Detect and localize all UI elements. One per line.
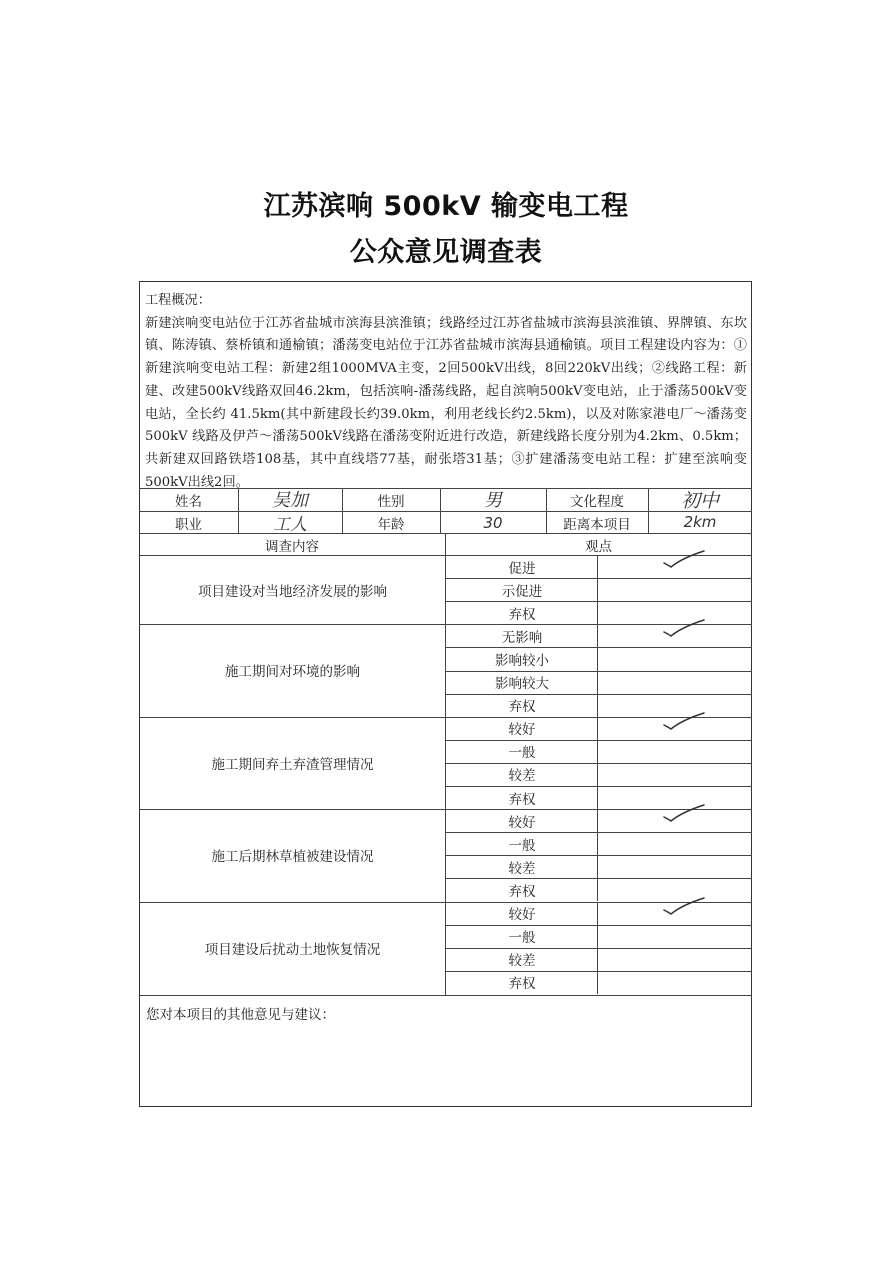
question-label: 项目建设后扰动土地恢复情况 xyxy=(204,941,381,958)
occupation-value: 工人 xyxy=(273,514,307,535)
header-content: 调查内容 xyxy=(265,538,319,555)
option-label: 弃权 xyxy=(508,883,536,900)
education-label: 文化程度 xyxy=(570,494,624,510)
question-label: 施工后期林草植被建设情况 xyxy=(211,849,374,866)
name-label: 姓名 xyxy=(175,494,202,510)
option-label: 较差 xyxy=(508,953,536,970)
overview-text: 新建滨响变电站位于江苏省盐城市滨海县滨淮镇；线路经过江苏省盐城市滨海县滨淮镇、界牌镇、东坎镇、陈涛镇、蔡桥镇和通榆镇；潘荡变电站位于江苏省盐城市滨海县通榆镇。项目工程建设内容为：①新建滨响变电站工程：新建2组1000MVA主变，2回500kV出线，8回220kV出线；②线路工程：新建、改建500kV线路双回46.2km，包括滨响-潘荡线路，起自滨响500kV变电站，止于潘荡500kV变电站，全长约 41.5km(其中新建段长约39.0km，利用老线长约2.5km)，以及对陈家港电厂～潘荡变500kV 线路及伊芦～潘荡500kV线路在潘荡变附近进行改造，新建线路长度分别为4.2km、0.5km；共新建双回路铁塔108基，其中直线塔77基，耐张塔31基；③扩建潘荡变电站工程：扩建至滨响变500kV出线2回。 xyxy=(145,315,747,490)
project-overview xyxy=(145,290,747,494)
age-label: 年龄 xyxy=(377,516,405,533)
handwritten-check-icon xyxy=(662,896,706,916)
comment-label: 您对本项目的其他意见与建议： xyxy=(146,1007,335,1023)
gender-label: 性别 xyxy=(377,494,405,510)
handwritten-check-icon xyxy=(662,803,706,823)
option-label: 弃权 xyxy=(508,606,536,623)
education-value: 初中 xyxy=(680,489,719,512)
option-label: 一般 xyxy=(508,837,536,854)
distance-label: 距离本项目 xyxy=(563,516,631,533)
age-value: 30 xyxy=(483,514,503,532)
option-label: 弃权 xyxy=(508,699,536,716)
question-label: 施工期间弃土弃渣管理情况 xyxy=(211,756,374,773)
option-label: 一般 xyxy=(508,745,536,762)
name-value: 吴加 xyxy=(272,490,308,511)
option-label: 影响较小 xyxy=(495,652,549,669)
form-title: 江苏滨响 500kV 输变电工程 xyxy=(263,191,629,222)
overview-label: 工程概况： xyxy=(145,293,211,308)
handwritten-check-icon xyxy=(662,711,706,731)
distance-value: 2km xyxy=(683,513,717,531)
question-label: 施工期间对环境的影响 xyxy=(225,664,360,681)
option-label: 较好 xyxy=(508,907,536,924)
option-label: 较好 xyxy=(508,814,536,831)
option-label: 弃权 xyxy=(508,976,536,993)
form-subtitle: 公众意见调查表 xyxy=(349,237,543,268)
handwritten-check-icon xyxy=(662,618,706,638)
option-label: 较差 xyxy=(508,768,536,785)
option-label: 影响较大 xyxy=(495,676,549,693)
option-label: 一般 xyxy=(508,930,536,947)
question-label: 项目建设对当地经济发展的影响 xyxy=(198,583,387,600)
option-label: 促进 xyxy=(508,560,536,577)
header-opinion: 观点 xyxy=(585,538,612,555)
occupation-label: 职业 xyxy=(175,516,202,533)
option-label: 较好 xyxy=(508,722,536,739)
option-label: 弃权 xyxy=(508,791,536,808)
option-label: 无影响 xyxy=(501,629,543,646)
option-label: 示促进 xyxy=(501,583,543,600)
gender-value: 男 xyxy=(484,490,502,511)
handwritten-check-icon xyxy=(662,549,706,569)
option-label: 较差 xyxy=(508,860,536,877)
